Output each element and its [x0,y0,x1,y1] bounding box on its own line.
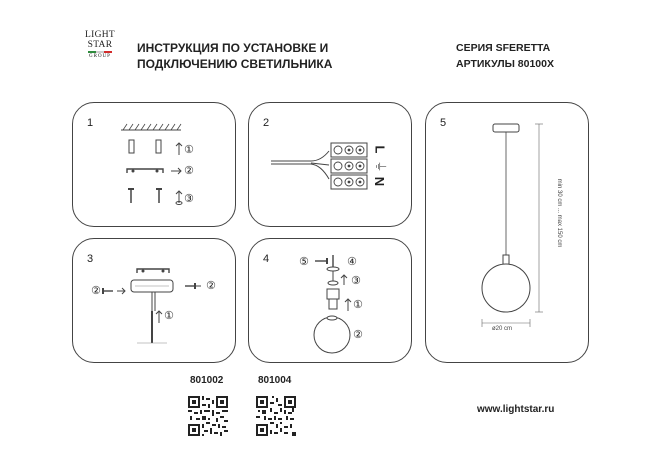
screw-icon [128,189,162,203]
height-dimension-line [535,124,543,312]
panel-number: 3 [87,253,94,265]
height-range-label: min 30 cm ... max 150 cm [556,178,562,248]
article-code: 801002 [190,375,224,386]
step-marker: ⑤ [299,256,309,268]
logo-text-group: GROUP [89,54,111,59]
wall-plug-icon [129,140,161,153]
logo-text-star: STAR [87,40,113,50]
step-marker: ② [184,165,194,177]
step-marker: ① [353,299,363,311]
terminal-block-icon [331,143,367,189]
panel-step-3 [72,238,236,363]
panel-step-5 [425,102,589,363]
diameter-label: ø20 cm [492,326,513,332]
panel-number: 4 [263,253,270,265]
cable-icon [271,151,329,179]
brand-logo [79,30,121,78]
socket-icon [327,289,339,309]
instruction-title [137,40,332,72]
panel-step-2 [248,102,412,227]
ceiling-mounting-diagram [73,103,237,228]
step-marker: ② [206,280,216,292]
qr-code-icon [188,396,228,436]
ground-icon: ⏚ [373,160,388,173]
step-marker: ④ [347,256,357,268]
shade-assembly-diagram [249,239,413,364]
step-marker: ① [164,310,174,322]
panel-step-1 [72,102,236,227]
logo-text-light: LIGHT [85,30,115,40]
mounting-bracket-icon [127,169,163,173]
step-marker: ③ [351,275,361,287]
step-marker: ③ [184,193,194,205]
title-line-2: ПОДКЛЮЧЕНИЮ СВЕТИЛЬНИКА [137,57,333,71]
step-marker: ① [184,144,194,156]
canopy-icon [131,280,173,292]
canopy-icon [493,124,519,132]
dimensions-diagram [426,103,590,364]
article-code: 801004 [258,375,292,386]
website-link[interactable]: www.lightstar.ru [477,404,555,415]
terminal-label-n: N [372,176,388,187]
globe-shade-icon [482,264,530,312]
step-marker: ② [353,329,363,341]
series-name: СЕРИЯ SFERETTA [456,42,551,54]
terminal-label-l: L [372,145,388,154]
italian-flag-icon [88,51,112,53]
panel-number: 1 [87,117,94,129]
rod-icon [152,292,155,343]
step-marker: ② [91,285,101,297]
canopy-mounting-diagram [73,239,237,364]
article-numbers: АРТИКУЛЫ 80100X [456,58,554,70]
series-info [456,40,554,72]
qr-code-icon [256,396,296,436]
title-line-1: ИНСТРУКЦИЯ ПО УСТАНОВКЕ И [137,41,329,55]
panel-number: 5 [440,117,447,129]
panel-number: 2 [263,117,270,129]
globe-shade-icon [314,316,350,353]
panel-step-4 [248,238,412,363]
mounting-bracket-icon [137,269,169,273]
